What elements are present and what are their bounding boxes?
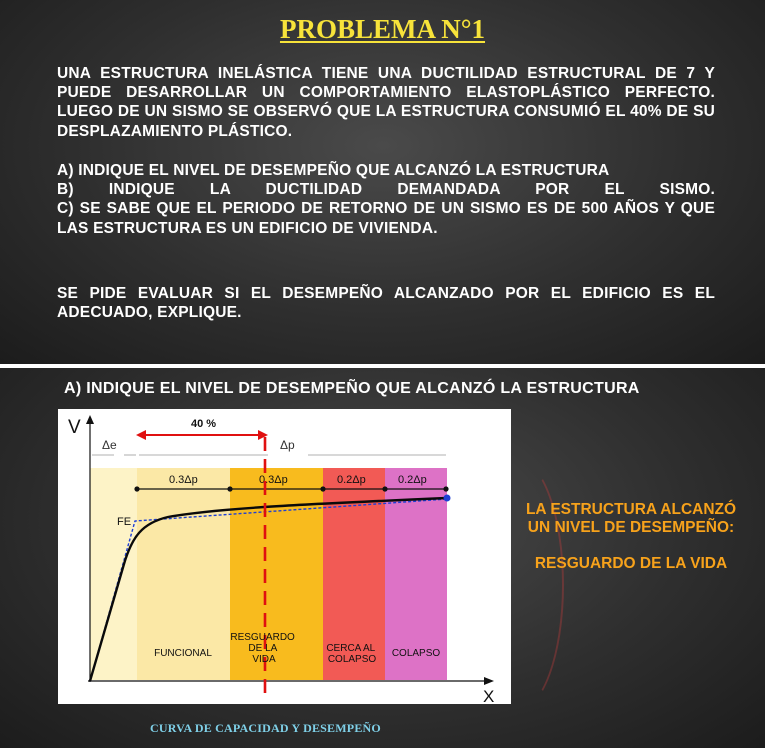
fe-label: FE	[117, 516, 132, 528]
zone-label-funcional: FUNCIONAL	[154, 648, 212, 659]
delta-p-label: Δp	[280, 438, 295, 452]
y-axis-label: V	[68, 417, 81, 438]
result-box	[522, 501, 740, 573]
zone-label-cerca	[326, 643, 377, 665]
zone-label-cerca-line2: COLAPSO	[327, 654, 377, 665]
curve-end-point	[444, 495, 451, 502]
evaluation-request: SE PIDE EVALUAR SI EL DESEMPEÑO ALCANZADO POR EL EDIFICIO ES EL ADECUADO, EXPLIQUE.	[57, 285, 715, 322]
question-b: B) INDIQUE LA DUCTILIDAD DEMANDADA POR EL SISMO.	[57, 181, 715, 199]
segment-label: 0.2Δp	[398, 474, 427, 486]
problem-title: PROBLEMA N°1	[279, 14, 486, 44]
zone-label-resguardo-line1: RESGUARDO	[230, 632, 295, 643]
zone-label-resguardo-line3: VIDA	[252, 654, 276, 665]
delta-e-label: Δe	[102, 438, 117, 452]
zone-label-resguardo-line2: DE LA	[248, 643, 277, 654]
result-level: RESGUARDO DE LA VIDA	[534, 555, 728, 572]
questions-block	[57, 161, 715, 238]
segment-dot	[320, 486, 325, 491]
segment-dot	[443, 486, 448, 491]
capacity-curve-figure	[58, 409, 511, 704]
answer-slide	[0, 368, 765, 748]
zone-label-cerca-line1: CERCA AL	[326, 643, 375, 654]
x-axis-arrow	[484, 677, 494, 685]
question-a: A) INDIQUE EL NIVEL DE DESEMPEÑO QUE ALCANZÓ LA ESTRUCTURA	[57, 162, 610, 179]
answer-subtitle: A) INDIQUE EL NIVEL DE DESEMPEÑO QUE ALCANZÓ LA ESTRUCTURA	[64, 380, 640, 397]
segment-label: 0.2Δp	[337, 474, 366, 486]
segment-dot	[134, 486, 139, 491]
x-axis-label: X	[483, 687, 495, 704]
figure-caption: CURVA DE CAPACIDAD Y DESEMPEÑO	[150, 721, 381, 735]
percent-arrow-head-left	[136, 430, 146, 440]
segment-dot	[382, 486, 387, 491]
segment-dot	[227, 486, 232, 491]
y-axis-arrow	[86, 415, 94, 424]
result-statement: LA ESTRUCTURA ALCANZÓ UN NIVEL DE DESEMPEÑO:	[525, 501, 737, 536]
elastic-zone	[90, 468, 137, 680]
percent-label: 40 %	[191, 418, 217, 430]
question-c: C) SE SABE QUE EL PERIODO DE RETORNO DE UN SISMO ES DE 500 AÑOS Y QUE LAS ESTRUCTURA ES UN EDIFICIO DE VIVIENDA.	[57, 200, 715, 237]
problem-statement: UNA ESTRUCTURA INELÁSTICA TIENE UNA DUCTILIDAD ESTRUCTURAL DE 7 Y PUEDE DESARROLLAR UN COMPORTAMIENTO ELASTOPLÁSTICO PERFECTO. LUEGO DE UN SISMO SE OBSERVÓ QUE LA ESTRUCTURA CONSUMIÓ EL 40% DE SU DESPLAZAMIENTO PLÁSTICO.	[57, 65, 715, 140]
segment-label: 0.3Δp	[169, 474, 198, 486]
capacity-curve-chart	[58, 409, 511, 704]
zone-label-colapso: COLAPSO	[391, 648, 441, 659]
segment-label: 0.3Δp	[259, 474, 288, 486]
problem-slide	[0, 0, 765, 364]
percent-arrow-head-right	[258, 430, 268, 440]
